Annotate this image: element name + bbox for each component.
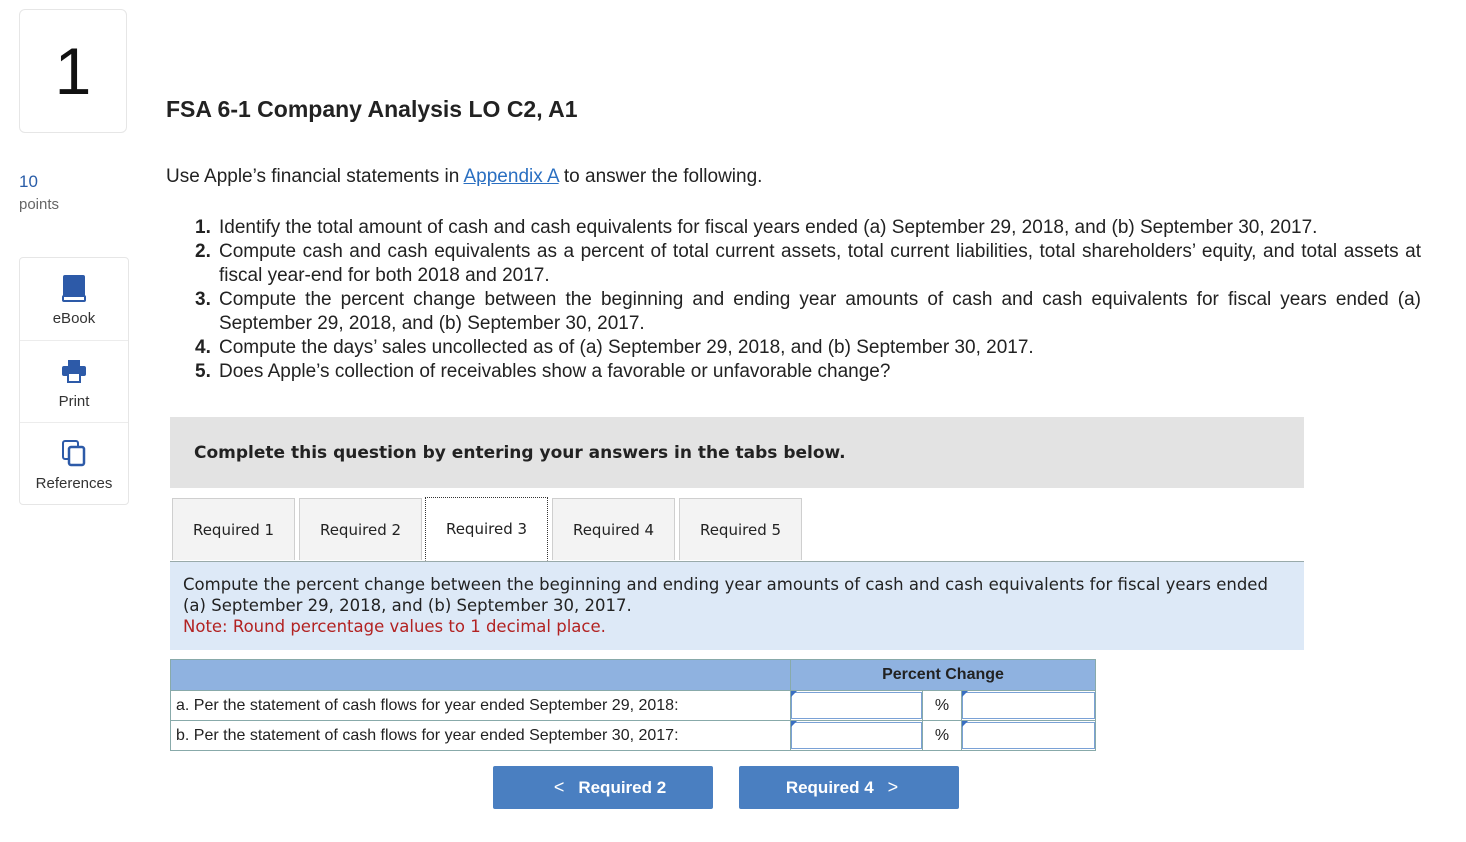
tools-panel bbox=[19, 257, 129, 505]
rounding-note: Note: Round percentage values to 1 decimal place. bbox=[183, 617, 606, 636]
row-label: b. Per the statement of cash flows for year ended September 30, 2017: bbox=[171, 721, 791, 751]
references-button[interactable] bbox=[20, 422, 128, 505]
book-icon bbox=[62, 274, 86, 302]
extra-input-a[interactable] bbox=[962, 692, 1095, 719]
intro-text bbox=[166, 166, 762, 188]
percent-cell bbox=[791, 721, 923, 751]
ebook-label: eBook bbox=[52, 310, 96, 327]
percent-change-header: Percent Change bbox=[791, 660, 1096, 691]
list-item bbox=[195, 240, 1421, 288]
instructions-banner: Complete this question by entering your answers in the tabs below. bbox=[170, 417, 1304, 488]
table-row bbox=[171, 721, 1096, 751]
chevron-left-icon: < bbox=[553, 777, 565, 797]
percent-change-input-a[interactable] bbox=[791, 692, 922, 719]
tab-required-5[interactable]: Required 5 bbox=[679, 498, 802, 560]
tab-bar bbox=[170, 497, 1304, 562]
prompt-panel bbox=[170, 562, 1304, 650]
list-item bbox=[195, 360, 1421, 384]
appendix-link[interactable]: Appendix A bbox=[463, 166, 559, 187]
question-list bbox=[195, 216, 1421, 384]
list-item bbox=[195, 336, 1421, 360]
percent-sign: % bbox=[923, 691, 962, 721]
header-blank bbox=[171, 660, 791, 691]
print-button[interactable] bbox=[20, 340, 128, 423]
item-number: 5. bbox=[195, 361, 211, 382]
tab-required-2[interactable]: Required 2 bbox=[299, 498, 422, 560]
page-title: FSA 6-1 Company Analysis LO C2, A1 bbox=[166, 96, 578, 122]
item-number: 4. bbox=[195, 337, 211, 358]
percent-sign: % bbox=[923, 721, 962, 751]
intro-before: Use Apple’s financial statements in bbox=[166, 166, 464, 187]
extra-input-b[interactable] bbox=[962, 722, 1095, 749]
next-label: Required 4 bbox=[785, 777, 874, 797]
points-value: 10 bbox=[19, 172, 38, 191]
prev-label: Required 2 bbox=[578, 777, 667, 797]
item-text: Compute the percent change between the beginning and ending year amounts of cash and cash equivalents for fiscal years ended (a) September 29, 2018, and (b) September 30, 2017. bbox=[219, 289, 1421, 334]
item-number: 1. bbox=[195, 217, 211, 238]
printer-icon bbox=[61, 357, 87, 385]
print-label: Print bbox=[58, 393, 90, 410]
points-label: points bbox=[19, 196, 60, 213]
next-required-button[interactable] bbox=[739, 766, 959, 809]
table-header-row bbox=[171, 660, 1096, 691]
answer-table bbox=[170, 659, 1096, 751]
list-item bbox=[195, 216, 1421, 240]
table-row bbox=[171, 691, 1096, 721]
chevron-right-icon: > bbox=[887, 777, 899, 797]
tab-required-4[interactable]: Required 4 bbox=[552, 498, 675, 560]
references-label: References bbox=[35, 475, 113, 492]
percent-change-input-b[interactable] bbox=[791, 722, 922, 749]
list-item bbox=[195, 288, 1421, 336]
extra-cell bbox=[962, 691, 1096, 721]
tab-required-3[interactable]: Required 3 bbox=[425, 497, 548, 561]
item-number: 2. bbox=[195, 241, 211, 262]
ebook-button[interactable] bbox=[20, 258, 128, 340]
copy-icon bbox=[61, 439, 87, 467]
prompt-text: Compute the percent change between the beginning and ending year amounts of cash and cash equivalents for fiscal years ended (a) September 29, 2018, and (b) September 30, 2017. bbox=[183, 575, 1268, 615]
item-number: 3. bbox=[195, 289, 211, 310]
prev-required-button[interactable] bbox=[493, 766, 713, 809]
tab-required-1[interactable]: Required 1 bbox=[172, 498, 295, 560]
item-text: Does Apple’s collection of receivables show a favorable or unfavorable change? bbox=[219, 361, 891, 382]
extra-cell bbox=[962, 721, 1096, 751]
percent-cell bbox=[791, 691, 923, 721]
item-text: Identify the total amount of cash and cash equivalents for fiscal years ended (a) September 29, 2018, and (b) September 30, 2017. bbox=[219, 217, 1318, 238]
row-label: a. Per the statement of cash flows for year ended September 29, 2018: bbox=[171, 691, 791, 721]
question-number: 1 bbox=[19, 9, 127, 133]
item-text: Compute cash and cash equivalents as a percent of total current assets, total current liabilities, total shareholders’ equity, and total assets at fiscal year-end for both 2018 and 2017. bbox=[219, 241, 1421, 286]
item-text: Compute the days’ sales uncollected as of (a) September 29, 2018, and (b) September 30, 2017. bbox=[219, 337, 1034, 358]
intro-after: to answer the following. bbox=[558, 166, 763, 187]
